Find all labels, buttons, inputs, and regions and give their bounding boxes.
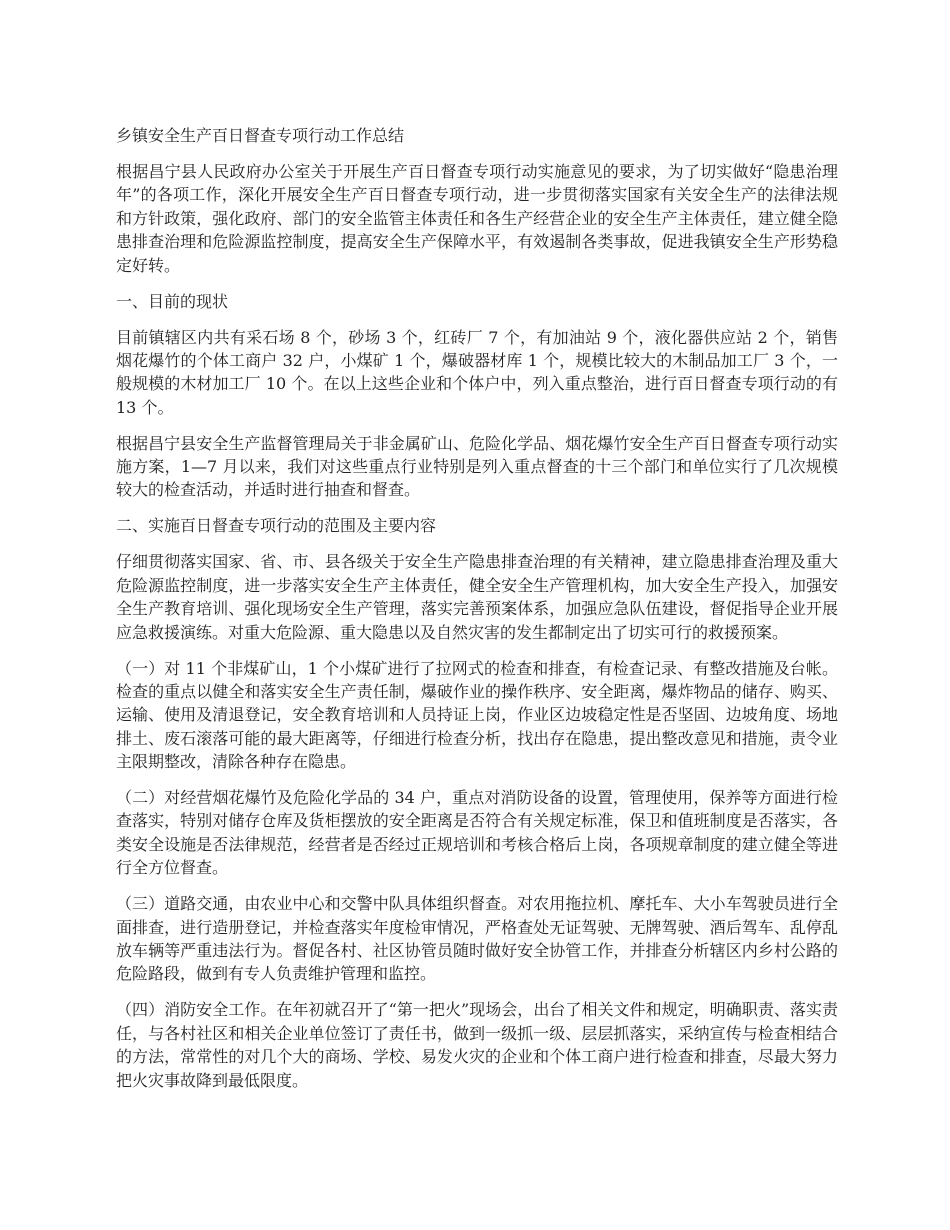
section-heading-status: 一、目前的现状 xyxy=(116,291,229,311)
document-page xyxy=(116,124,838,1104)
status-paragraph-2: 根据昌宁县安全生产监督管理局关于非金属矿山、危险化学品、烟花爆竹安全生产百日督查专项行动实施方案，1—7 月以来，我们对这些重点行业特别是列入重点督查的十三个部门和单位实行了几次规模较大的检查活动，并适时进行抽查和督查。 xyxy=(116,433,838,500)
item-fire-safety: （四）消防安全工作。在年初就召开了“第一把火”现场会，出台了相关文件和规定，明确职责、落实责任，与各村社区和相关企业单位签订了责任书，做到一级抓一级、层层抓落实，采纳宣传与检查相结合的方法，常常性的对几个大的商场、学校、易发火灾的企业和个体工商户进行检查和排查，尽最大努力把火灾事故降到最低限度。 xyxy=(116,1000,838,1090)
intro-paragraph: 根据昌宁县人民政府办公室关于开展生产百日督查专项行动实施意见的要求，为了切实做好“隐患治理年”的各项工作，深化开展安全生产百日督查专项行动，进一步贯彻落实国家有关安全生产的法律法规和方针政策，强化政府、部门的安全监管主体责任和各生产经营企业的安全生产主体责任，建立健全隐患排查治理和危险源监控制度，提高安全生产保障水平，有效遏制各类事故，促进我镇安全生产形势稳定好转。 xyxy=(116,162,838,275)
item-fireworks-chemicals: （二）对经营烟花爆竹及危险化学品的 34 户，重点对消防设备的设置，管理使用，保养等方面进行检查落实，特别对储存仓库及货柜摆放的安全距离是否符合有关规定标准，保卫和值班制度是否落实，各类安全设施是否法律规范，经营者是否经过正规培训和考核合格后上岗，各项规章制度的建立健全等进行全方位督查。 xyxy=(116,788,838,878)
item-mines: （一）对 11 个非煤矿山，1 个小煤矿进行了拉网式的检查和排查，有检查记录、有整改措施及台帐。检查的重点以健全和落实安全生产责任制，爆破作业的操作秩序、安全距离，爆炸物品的储存、购买、运输、使用及清退登记，安全教育培训和人员持证上岗，作业区边坡稳定性是否坚固、边坡角度、场地排土、废石滚落可能的最大距离等，仔细进行检查分析，找出存在隐患，提出整改意见和措施，责令业主限期整改，清除各种存在隐患。 xyxy=(116,658,838,772)
status-paragraph-1: 目前镇辖区内共有采石场 8 个，砂场 3 个，红砖厂 7 个，有加油站 9 个，液化器供应站 2 个，销售烟花爆竹的个体工商户 32 户，小煤矿 1 个，爆破器材库 1 个，规模比较大的木制品加工厂 3 个，一般规模的木材加工厂 10 个。在以上这些企业和个体户中，列入重点整治，进行百日督查专项行动的有 13 个。 xyxy=(116,327,838,417)
document-title: 乡镇安全生产百日督查专项行动工作总结 xyxy=(116,126,405,145)
item-road-traffic: （三）道路交通，由农业中心和交警中队具体组织督查。对农用拖拉机、摩托车、大小车驾驶员进行全面排查，进行造册登记，并检查落实年度检审情况，严格查处无证驾驶、无牌驾驶、酒后驾车、乱停乱放车辆等严重违法行为。督促各村、社区协管员随时做好安全协管工作，并排查分析辖区内乡村公路的危险路段，做到有专人负责维护管理和监控。 xyxy=(116,894,838,984)
section-heading-scope: 二、实施百日督查专项行动的范围及主要内容 xyxy=(116,516,437,536)
scope-paragraph: 仔细贯彻落实国家、省、市、县各级关于安全生产隐患排查治理的有关精神，建立隐患排查治理及重大危险源监控制度，进一步落实安全生产主体责任，健全安全生产管理机构，加大安全生产投入，加强安全生产教育培训、强化现场安全生产管理，落实完善预案体系，加强应急队伍建设，督促指导企业开展应急救援演练。对重大危险源、重大隐患以及自然灾害的发生都制定出了切实可行的救援预案。 xyxy=(116,552,838,642)
